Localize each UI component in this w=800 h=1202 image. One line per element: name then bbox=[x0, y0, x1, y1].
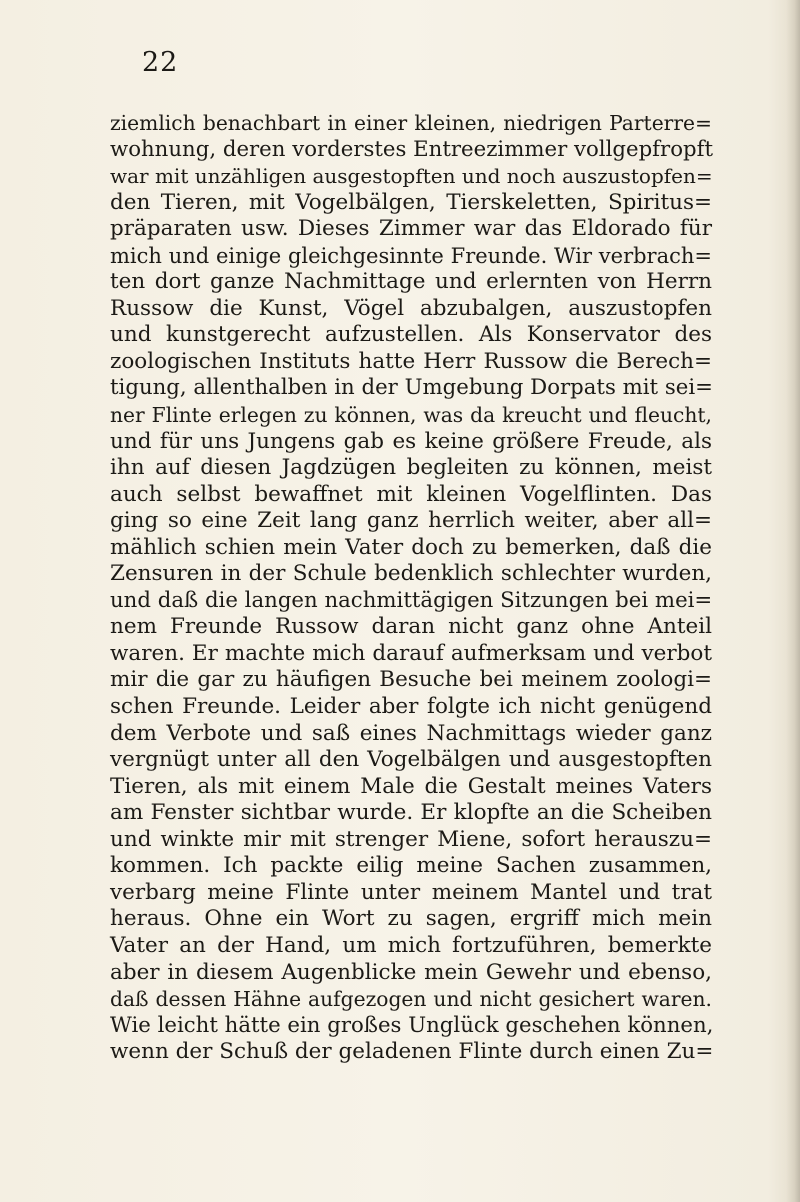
text-line: und daß die langen nachmittägigen Sitzungen bei mei= bbox=[110, 587, 713, 613]
text-line: tigung, allenthalben in der Umgebung Dorpats mit sei= bbox=[110, 375, 713, 401]
text-line: nem Freunde Russow daran nicht ganz ohne Anteil bbox=[110, 614, 712, 640]
text-line: und für uns Jungens gab es keine größere Freude, als bbox=[110, 428, 712, 454]
text-line: mich und einige gleichgesinnte Freunde. Wir verbrach= bbox=[110, 243, 712, 268]
text-line: daß dessen Hähne aufgezogen und nicht gesichert waren. bbox=[110, 987, 712, 1012]
text-line: Vater an der Hand, um mich fortzuführen, bemerkte bbox=[110, 932, 712, 958]
page-edge-shadow bbox=[786, 0, 800, 1202]
text-line: wohnung, deren vorderstes Entreezimmer vollgepfropft bbox=[110, 136, 713, 162]
text-line: und winkte mir mit strenger Miene, sofort herauszu= bbox=[110, 826, 712, 852]
text-line: heraus. Ohne ein Wort zu sagen, ergriff mich mein bbox=[110, 906, 712, 932]
text-line: den Tieren, mit Vogelbälgen, Tierskeletten, Spiritus= bbox=[110, 189, 712, 215]
text-line: ging so eine Zeit lang ganz herrlich weiter, aber all= bbox=[110, 508, 712, 534]
text-line: präparaten usw. Dieses Zimmer war das Eldorado für bbox=[110, 216, 712, 242]
text-line: dem Verbote und saß eines Nachmittags wieder ganz bbox=[110, 720, 712, 746]
text-line: verbarg meine Flinte unter meinem Mantel und trat bbox=[110, 879, 712, 905]
text-line: mählich schien mein Vater doch zu bemerken, daß die bbox=[110, 534, 712, 560]
text-line: aber in diesem Augenblicke mein Gewehr und ebenso, bbox=[110, 959, 712, 985]
text-line: Tieren, als mit einem Male die Gestalt meines Vaters bbox=[110, 773, 712, 799]
text-line: waren. Er machte mich darauf aufmerksam und verbot bbox=[110, 640, 712, 666]
text-line: am Fenster sichtbar wurde. Er klopfte an die Scheiben bbox=[110, 800, 712, 826]
text-line: mir die gar zu häufigen Besuche bei meinem zoologi= bbox=[110, 667, 712, 693]
text-line: schen Freunde. Leider aber folgte ich nicht genügend bbox=[110, 694, 712, 720]
text-line: ihn auf diesen Jagdzügen begleiten zu können, meist bbox=[110, 455, 712, 481]
text-line: kommen. Ich packte eilig meine Sachen zusammen, bbox=[110, 853, 712, 879]
text-line: wenn der Schuß der geladenen Flinte durch einen Zu= bbox=[110, 1039, 714, 1065]
text-line: und kunstgerecht aufzustellen. Als Konservator des bbox=[110, 322, 712, 348]
text-line: vergnügt unter all den Vogelbälgen und ausgestopften bbox=[110, 747, 712, 773]
body-text bbox=[110, 110, 712, 1066]
text-line: Russow die Kunst, Vögel abzubalgen, auszustopfen bbox=[110, 295, 712, 321]
text-line: auch selbst bewaffnet mit kleinen Vogelflinten. Das bbox=[110, 481, 712, 507]
text-line: Wie leicht hätte ein großes Unglück geschehen können, bbox=[110, 1012, 714, 1038]
text-line: war mit unzähligen ausgestopften und noch auszustopfen= bbox=[110, 164, 713, 189]
text-line: ten dort ganze Nachmittage und erlernten von Herrn bbox=[110, 269, 712, 295]
text-line: ner Flinte erlegen zu können, was da kreucht und fleucht, bbox=[110, 403, 712, 428]
page-number: 22 bbox=[142, 47, 179, 78]
text-line: Zensuren in der Schule bedenklich schlechter wurden, bbox=[110, 561, 712, 587]
text-line: ziemlich benachbart in einer kleinen, niedrigen Parterre= bbox=[110, 111, 712, 135]
text-line: zoologischen Instituts hatte Herr Russow die Berech= bbox=[110, 348, 712, 374]
